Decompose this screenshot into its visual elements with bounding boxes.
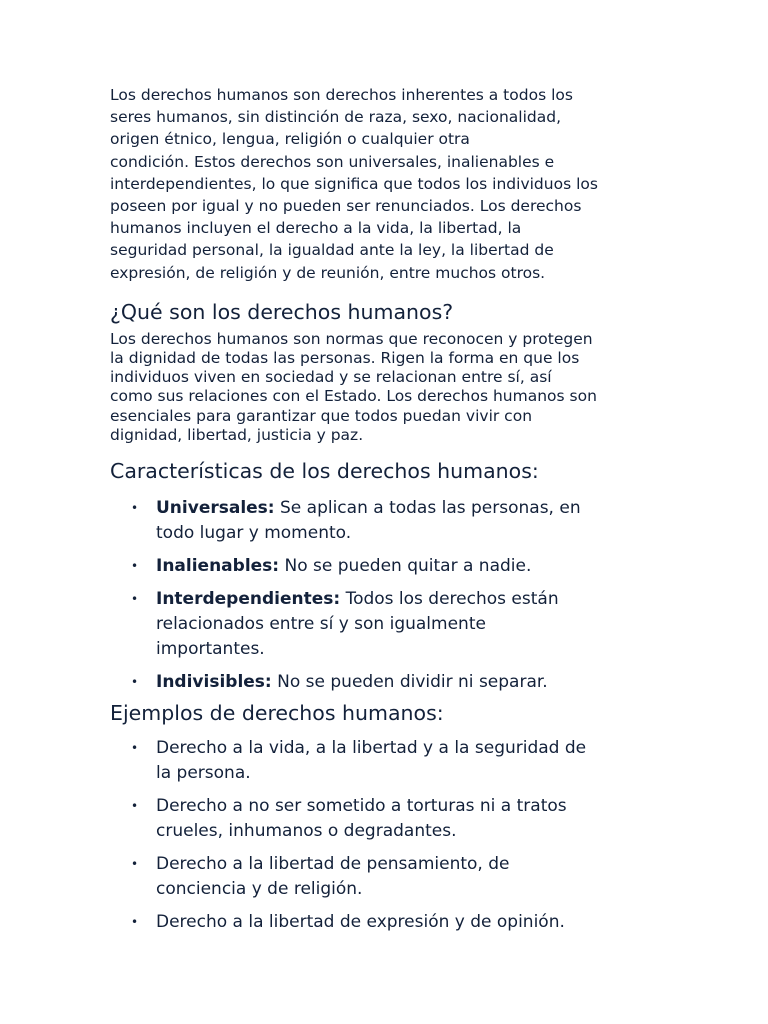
list-item-line: la persona. (156, 763, 251, 784)
list-item-line: Derecho a la libertad de expresión y de opinión. (156, 912, 565, 933)
list-item (110, 794, 670, 844)
list-item-line: relacionados entre sí y son igualmente (156, 614, 486, 635)
bullet-icon: • (131, 915, 139, 930)
list-item-line (156, 670, 670, 695)
examples-list (110, 736, 670, 935)
list-item (110, 496, 670, 546)
term: Interdependientes: (156, 589, 341, 610)
bullet-icon: • (131, 501, 139, 516)
list-item-line: Derecho a no ser sometido a torturas ni a tratos (156, 796, 567, 817)
list-item (110, 554, 670, 579)
list-item-line (156, 587, 670, 612)
list-item (110, 587, 670, 662)
list-item (110, 910, 670, 935)
list-item-line: importantes. (156, 639, 265, 660)
intro-paragraph (110, 84, 666, 284)
description: No se pueden quitar a nadie. (279, 556, 532, 577)
list-item-line: crueles, inhumanos o degradantes. (156, 821, 457, 842)
bullet-icon: • (131, 741, 139, 756)
list-item (110, 736, 670, 786)
list-item-line: todo lugar y momento. (156, 523, 352, 544)
list-item-line: Derecho a la libertad de pensamiento, de (156, 854, 510, 875)
bullet-icon: • (131, 799, 139, 814)
intro-line: seres humanos, sin distinción de raza, sexo, nacionalidad, (110, 108, 561, 127)
list-item (110, 670, 670, 695)
intro-line: interdependientes, lo que significa que todos los individuos los (110, 174, 598, 193)
what-line: la dignidad de todas las personas. Rigen la forma en que los (110, 349, 580, 368)
term: Universales: (156, 498, 275, 519)
what-line: dignidad, libertad, justicia y paz. (110, 425, 364, 444)
list-item-line (156, 554, 670, 579)
list-item-line: conciencia y de religión. (156, 879, 363, 900)
intro-line: origen étnico, lengua, religión o cualquier otra (110, 130, 470, 149)
what-line: individuos viven en sociedad y se relacionan entre sí, así (110, 368, 552, 387)
heading-what-are-human-rights: ¿Qué son los derechos humanos? (110, 299, 454, 324)
intro-line: seguridad personal, la igualdad ante la ley, la libertad de (110, 241, 554, 260)
description: No se pueden dividir ni separar. (271, 672, 548, 693)
list-item (110, 852, 670, 902)
heading-characteristics: Características de los derechos humanos: (110, 459, 539, 484)
intro-line: poseen por igual y no pueden ser renunciados. Los derechos (110, 197, 582, 216)
list-item-line: Derecho a la vida, a la libertad y a la seguridad de (156, 738, 587, 759)
bullet-icon: • (131, 857, 139, 872)
characteristics-list (110, 496, 670, 695)
what-line: como sus relaciones con el Estado. Los derechos humanos son (110, 387, 597, 406)
term: Inalienables: (156, 556, 280, 577)
what-line: Los derechos humanos son normas que reconocen y protegen (110, 329, 593, 348)
list-item-line (156, 496, 670, 521)
description: Todos los derechos están (340, 589, 559, 610)
intro-line: expresión, de religión y de reunión, entre muchos otros. (110, 263, 546, 282)
what-line: esenciales para garantizar que todos puedan vivir con (110, 406, 533, 425)
term: Indivisibles: (156, 672, 272, 693)
intro-line: condición. Estos derechos son universales, inalienables e (110, 152, 555, 171)
what-paragraph (110, 330, 670, 445)
description: Se aplican a todas las personas, en (274, 498, 581, 519)
intro-line: humanos incluyen el derecho a la vida, la libertad, la (110, 219, 522, 238)
intro-line: Los derechos humanos son derechos inherentes a todos los (110, 86, 573, 104)
heading-examples: Ejemplos de derechos humanos: (110, 701, 444, 726)
bullet-icon: • (131, 592, 139, 607)
bullet-icon: • (131, 559, 139, 574)
document-page (110, 84, 670, 943)
bullet-icon: • (131, 675, 139, 690)
